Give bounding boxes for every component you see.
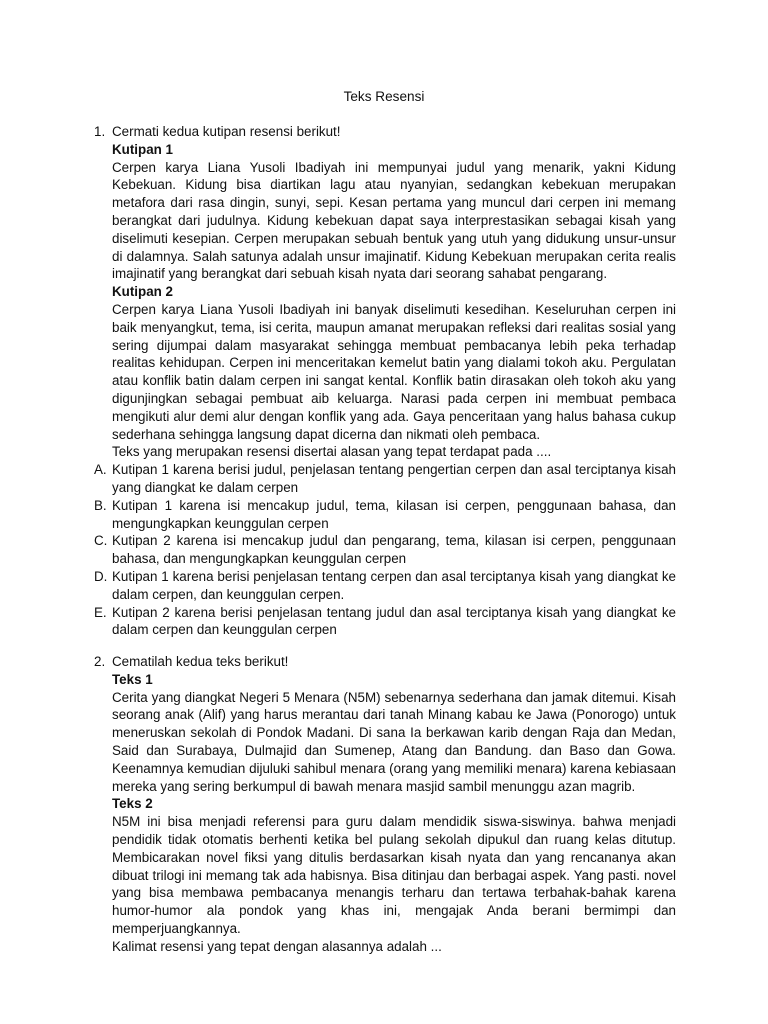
option-a-label: A. — [94, 462, 107, 478]
option-e-label: E. — [94, 604, 107, 620]
option-d-text: Kutipan 1 karena berisi penjelasan tentang cerpen dan asal terciptanya kisah yang diangkat ke dalam cerpen, dan keunggulan cerpen. — [112, 568, 676, 602]
text-1-label: Teks 1 — [112, 671, 153, 687]
question-2-text: Kalimat resensi yang tepat dengan alasannya adalah ... — [112, 938, 442, 954]
option-c-text: Kutipan 2 karena isi mencakup judul dan pengarang, tema, kilasan isi cerpen, penggunaan bahasa, dan mengungkapkan keunggulan cerpen — [112, 533, 676, 567]
option-d[interactable] — [94, 568, 676, 604]
question-1-number: 1. — [94, 124, 106, 139]
question-1-prompt: Cermati kedua kutipan resensi berikut! — [112, 124, 341, 139]
option-e[interactable] — [94, 604, 676, 640]
option-e-text: Kutipan 2 karena berisi penjelasan tentang judul dan asal terciptanya kisah yang diangkat ke dalam cerpen dan keunggulan cerpen — [112, 604, 676, 638]
question-2-number: 2. — [94, 654, 106, 669]
option-a-text: Kutipan 1 karena berisi judul, penjelasan tentang pengertian cerpen dan asal terciptanya kisah yang diangkat ke dalam cerpen — [112, 462, 676, 495]
excerpt-2-label: Kutipan 2 — [112, 284, 174, 300]
text-1-body: Cerita yang diangkat Negeri 5 Menara (N5M) sebenarnya sederhana dan jamak ditemui. Kisah seorang anak (Alif) yang harus merantau dari tanah Minang kabau ke Jawa (Ponorogo) untuk meneruskan sekolah di Pondok Madani. Di sana Ia berkawan karib dengan Raja dan Medan, Said dan Surabaya, Dulmajid dan Sumenep, Atang dan Bandung. dan Baso dan Gowa. Keenamnya kemudian dijuluki sahibul menara (orang yang memiliki menara) karena kebiasaan mereka yang sering berkumpul di bawah menara masjid sambil menunggu azan magrib. — [112, 689, 676, 794]
excerpt-1-label: Kutipan 1 — [112, 141, 174, 157]
question-2-header — [94, 653, 676, 671]
question-2-body — [94, 671, 676, 956]
text-2-label: Teks 2 — [112, 796, 153, 812]
option-a[interactable] — [94, 461, 676, 497]
question-1-options — [94, 461, 676, 639]
option-b-text: Kutipan 1 karena isi mencakup judul, tema, kilasan isi cerpen, penggunaan bahasa, dan mengungkapkan keunggulan cerpen — [112, 497, 676, 531]
option-c[interactable] — [94, 532, 676, 568]
excerpt-2-text: Cerpen karya Liana Yusoli Ibadiyah ini banyak diselimuti kesedihan. Keseluruhan cerpen ini baik menyangkut, tema, isi cerita, maupun amanat merupakan refleksi dari realitas sosial yang sering dijumpai dalam masyarakat sehingga membuat pembacanya lebih peka terhadap realitas kehidupan. Cerpen ini menceritakan kemelut batin yang dialami tokoh aku. Pergulatan atau konflik batin dalam cerpen ini sangat kental. Konflik batin dirasakan oleh tokoh aku yang digunjingkan sebagai pembuat aib keluarga. Narasi pada cerpen ini membuat pembaca mengikuti alur demi alur dengan konflik yang ada. Gaya penceritaan yang halus bahasa cukup sederhana sehingga langsung dapat dicerna dan nikmati oleh pembaca. — [112, 301, 676, 442]
text-2-body: N5M ini bisa menjadi referensi para guru dalam mendidik siswa-siswinya. bahwa menjadi pendidik tidak otomatis berhenti ketika bel pulang sekolah dipukul dan ruang kelas ditutup. Membicarakan novel fiksi yang ditulis berdasarkan kisah nyata dan yang rencananya akan dibuat trilogi ini memang tak ada habisnya. Bisa ditinjau dan berbagai aspek. Yang pasti. novel yang bisa membawa pembacanya menangis terharu dan tertawa terbahak-bahak karena humor-humor ala pondok yang khas ini, mengajak Anda berani bermimpi dan memperjuangkannya. — [112, 814, 676, 936]
question-2-prompt: Cematilah kedua teks berikut! — [112, 654, 289, 669]
document-title: Teks Resensi — [343, 89, 425, 104]
excerpt-1-text: Cerpen karya Liana Yusoli Ibadiyah ini mempunyai judul yang menarik, yakni Kidung Kebekuan. Kidung bisa diartikan lagu atau nyanyian, sedangkan kebekuan merupakan metafora dari rasa dingin, sunyi, sepi. Kesan pertama yang muncul dari cerpen ini memang berangkat dari judulnya. Kidung kebekuan dapat saya interprestasikan sebagai kisah yang diselimuti kesepian. Cerpen merupakan sebuah bentuk yang utuh yang didukung unsur-unsur di dalamnya. Salah satunya adalah unsur imajinatif. Kidung Kebekuan merupakan cerita realis imajinatif yang berangkat dari sebuah kisah nyata dari seorang sahabat pengarang. — [112, 159, 676, 282]
question-1 — [94, 123, 676, 639]
question-1-body — [94, 141, 676, 461]
question-2 — [94, 653, 676, 956]
option-c-label: C. — [94, 533, 108, 549]
option-d-label: D. — [94, 568, 108, 584]
question-1-text: Teks yang merupakan resensi disertai alasan yang tepat terdapat pada .... — [112, 444, 552, 460]
option-b[interactable] — [94, 497, 676, 533]
question-1-header — [94, 123, 676, 141]
option-b-label: B. — [94, 497, 107, 513]
